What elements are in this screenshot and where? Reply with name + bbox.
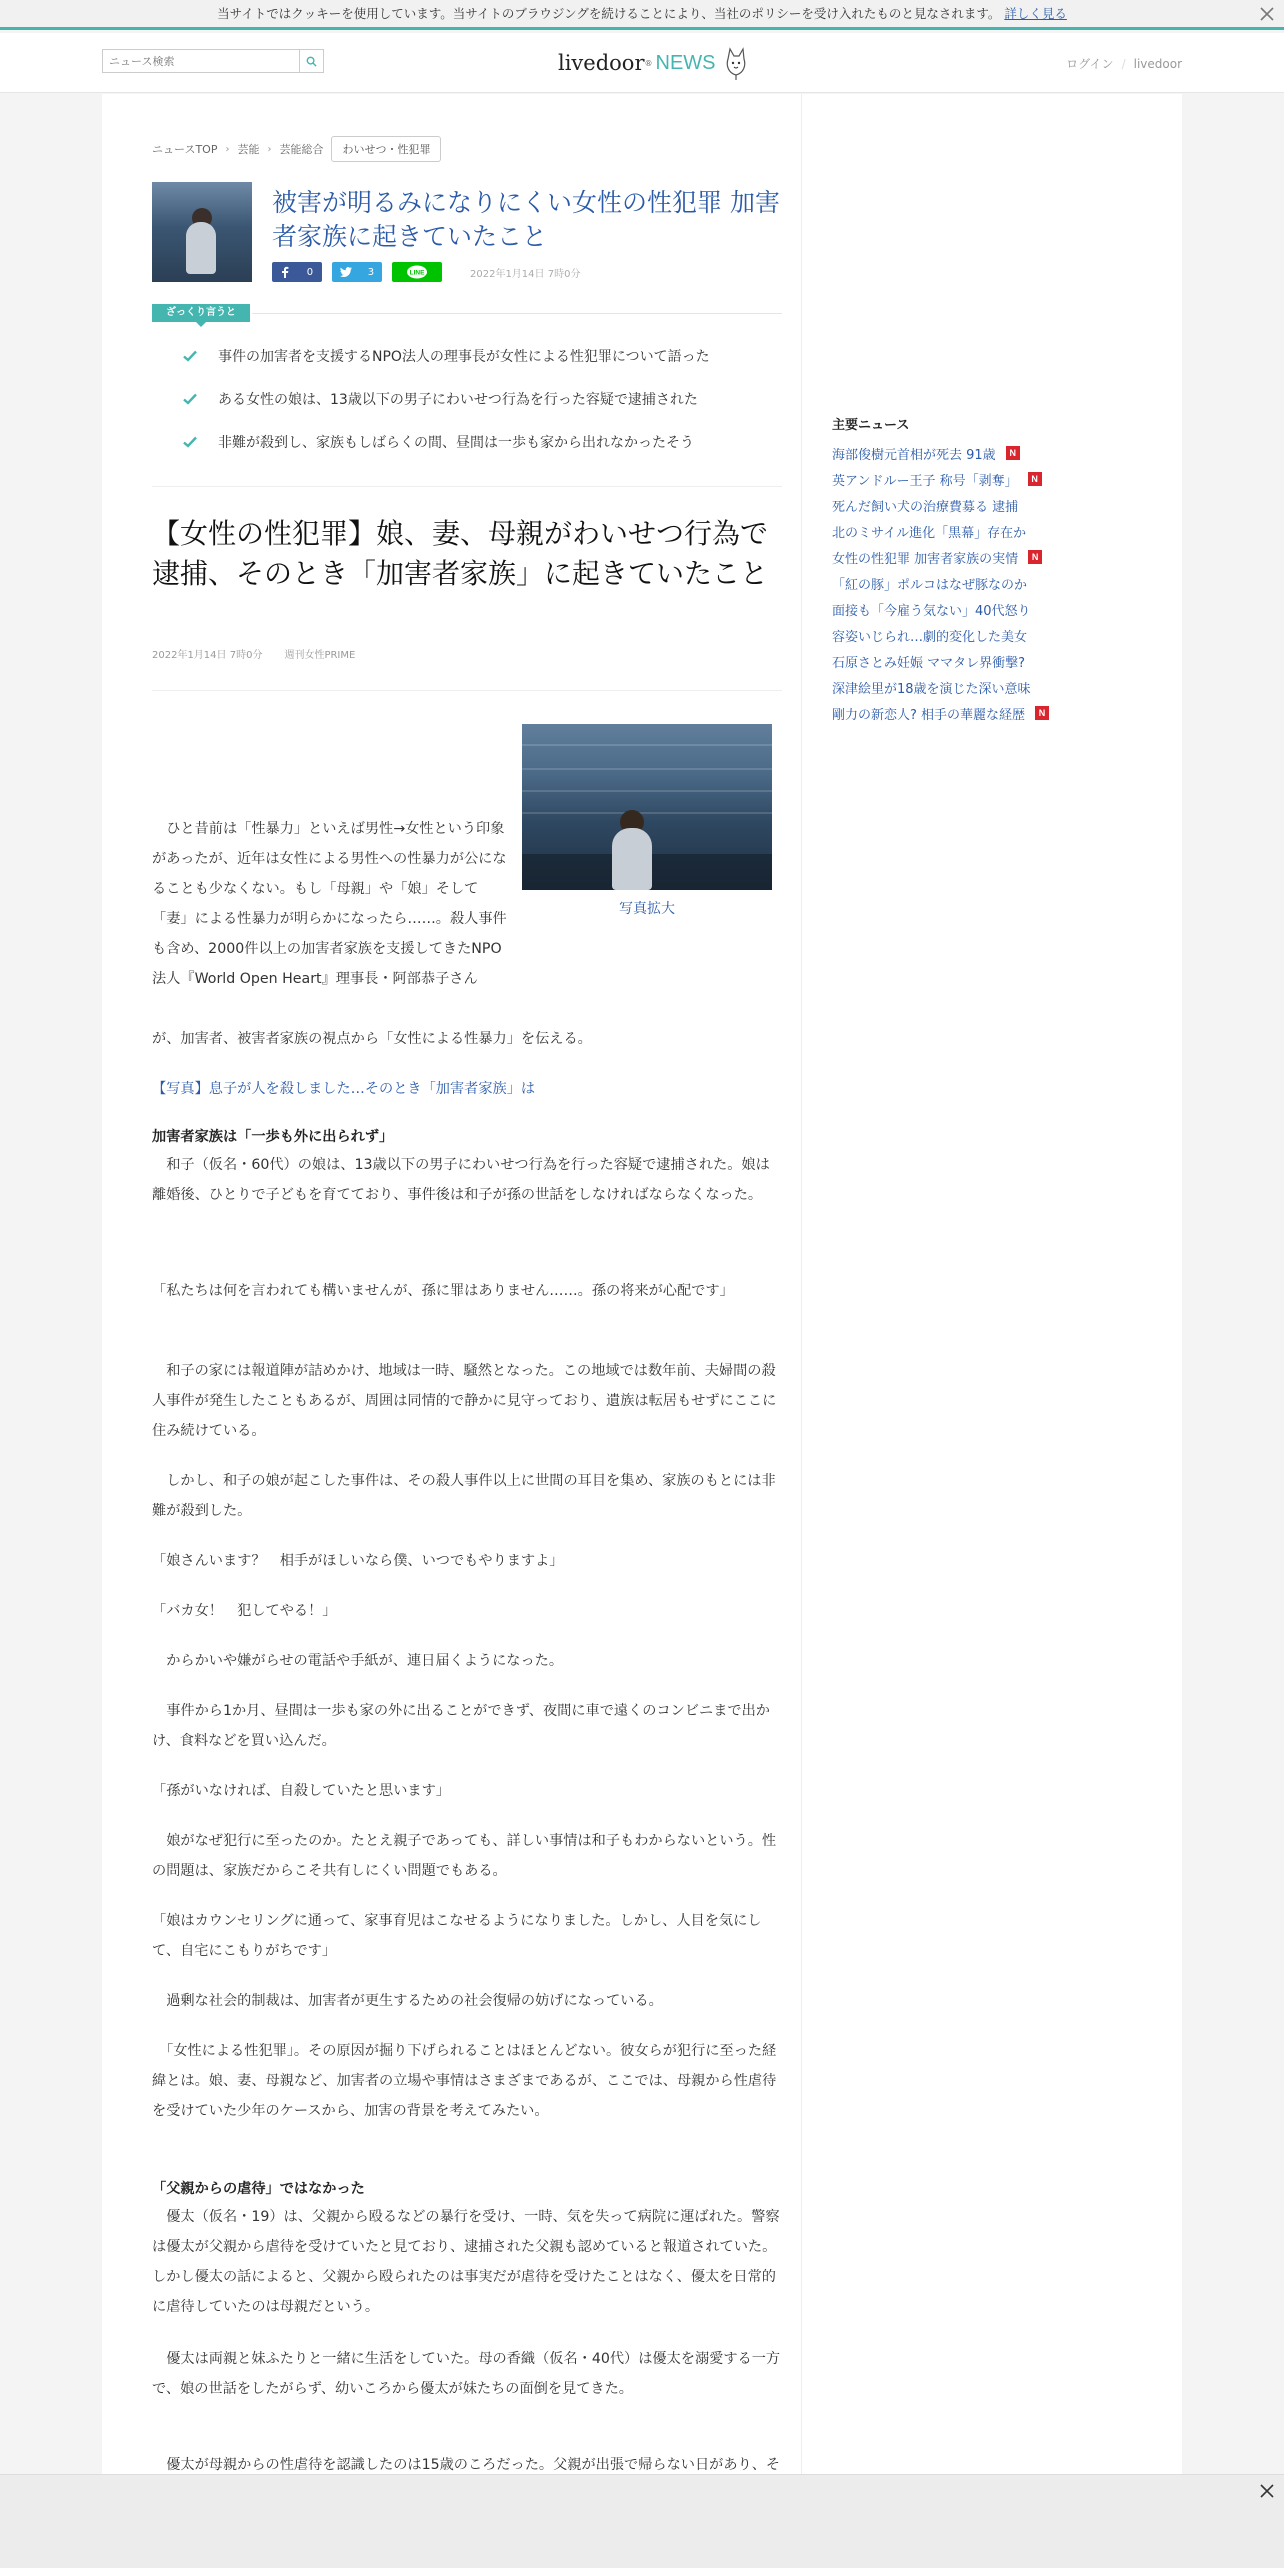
twitter-icon	[340, 267, 352, 277]
body-paragraph: 事件から1か月、昼間は一歩も家の外に出ることができず、夜間に車で遠くのコンビニまで出かけ、食料などを買い込んだ。	[152, 1703, 770, 1749]
line-label: LINE	[409, 269, 425, 277]
ad-space	[832, 94, 1162, 384]
article-meta	[152, 646, 355, 661]
top-news-list	[832, 440, 1049, 726]
news-link[interactable]: 英アンドルー王子 称号「剥奪」	[832, 473, 1018, 489]
news-item	[832, 622, 1049, 648]
chevron-right-icon: ›	[225, 143, 230, 155]
news-item	[832, 570, 1049, 596]
login-link[interactable]: ログイン	[1066, 57, 1114, 71]
sidebar	[802, 94, 1182, 2474]
lead-paragraph-cont: が、加害者、被害者家族の視点から「女性による性暴力」を伝える。	[152, 1031, 592, 1047]
page-container	[102, 94, 1182, 2474]
search-box	[102, 49, 324, 73]
news-link[interactable]: 北のミサイル進化「黒幕」存在か	[832, 525, 1027, 541]
twitter-count: 3	[367, 266, 375, 278]
photo-enlarge-link[interactable]: 写真拡大	[619, 901, 675, 917]
new-badge: N	[1006, 446, 1020, 460]
article-date: 2022年1月14日 7時0分	[152, 650, 263, 661]
logo-news: NEWS	[655, 51, 716, 74]
body-paragraph: からかいや嫌がらせの電話や手紙が、連日届くようになった。	[152, 1653, 564, 1669]
share-row	[272, 262, 580, 282]
body-paragraph: 和子（仮名・60代）の娘は、13歳以下の男子にわいせつ行為を行った容疑で逮捕された。娘は離婚後、ひとりで子どもを育てており、事件後は和子が孫の世話をしなければならなくなった。	[152, 1157, 770, 1203]
body-paragraph: 優太は両親と妹ふたりと一緒に生活をしていた。母の香織（仮名・40代）は優太を溺愛する一方で、娘の世話をしたがらず、幼いころから優太が妹たちの面倒を見てきた。	[152, 2351, 781, 2397]
news-item	[832, 492, 1049, 518]
article-source[interactable]: 週刊女性PRIME	[284, 650, 356, 661]
cat-mascot-icon	[722, 45, 750, 81]
news-item	[832, 466, 1049, 492]
news-item	[832, 544, 1049, 570]
news-item	[832, 648, 1049, 674]
news-link[interactable]: 深津絵里が18歳を演じた深い意味	[832, 681, 1031, 697]
cookie-details-link[interactable]: 詳しく見る	[1004, 6, 1067, 21]
search-input[interactable]	[103, 50, 299, 72]
news-link[interactable]: 石原さとみ妊娠 ママタレ界衝撃?	[832, 655, 1026, 671]
divider	[152, 486, 782, 487]
close-icon[interactable]	[1258, 2482, 1276, 2500]
bottom-ad-bar	[0, 2474, 1284, 2568]
section-heading: 「父親からの虐待」ではなかった	[152, 2181, 365, 2197]
body-paragraph: 「バカ女！ 犯してやる！」	[152, 1603, 337, 1619]
summary-point: 非難が殺到し、家族もしばらくの間、昼間は一歩も家から出れなかったそう	[182, 420, 782, 463]
body-paragraph: 「私たちは何を言われても構いませんが、孫に罪はありません……。孫の将来が心配です」	[152, 1283, 734, 1299]
summary-thumbnail[interactable]	[152, 182, 252, 282]
news-item	[832, 700, 1049, 726]
topic-tag[interactable]: わいせつ・性犯罪	[331, 136, 441, 162]
news-link[interactable]: 容姿いじられ…劇的変化した美女	[832, 629, 1028, 645]
livedoor-link[interactable]: livedoor	[1133, 57, 1182, 71]
summary-title[interactable]: 被害が明るみになりにくい女性の性犯罪 加害者家族に起きていたこと	[272, 188, 780, 251]
summary-point: ある女性の娘は、13歳以下の男子にわいせつ行為を行った容疑で逮捕された	[182, 377, 782, 420]
body-paragraph: 「孫がいなければ、自殺していたと思います」	[152, 1783, 450, 1799]
facebook-icon	[281, 266, 289, 278]
breadcrumb	[152, 136, 441, 162]
facebook-share-button[interactable]	[272, 262, 322, 282]
search-icon	[306, 56, 317, 67]
body-paragraph: 優太が母親からの性虐待を認識したのは15歳のころだった。父親が出張で帰らない日があり、そ	[166, 2457, 781, 2473]
news-link[interactable]: 「紅の豚」ポルコはなぜ豚なのか	[832, 577, 1028, 593]
body-paragraph: 和子の家には報道陣が詰めかけ、地域は一時、騒然となった。この地域では数年前、夫婦間の殺人事件が発生したこともあるが、周囲は同情的で静かに見守っており、遺族は転居もせずにここに住み続けている。	[152, 1363, 777, 1439]
breadcrumb-item[interactable]: 芸能総合	[279, 143, 324, 156]
news-link[interactable]: 剛力の新恋人? 相手の華麗な経歴	[832, 707, 1026, 723]
main-column	[102, 94, 802, 2474]
section-heading: 加害者家族は「一歩も外に出られず」	[152, 1129, 394, 1145]
header-links: ログイン / livedoor	[1066, 57, 1182, 71]
site-header	[0, 33, 1284, 93]
new-badge: N	[1035, 706, 1049, 720]
cookie-close-icon[interactable]	[1258, 5, 1276, 23]
article-title: 【女性の性犯罪】娘、妻、母親がわいせつ行為で逮捕、そのとき「加害者家族」に起きていたこと	[152, 517, 769, 590]
check-icon	[182, 393, 198, 405]
body-paragraph: 過剰な社会的制裁は、加害者が更生するための社会復帰の妨げになっている。	[152, 1993, 663, 2009]
body-paragraph: 「女性による性犯罪」。その原因が掘り下げられることはほとんどない。彼女らが犯行に至った経緯とは。娘、妻、母親など、加害者の立場や事情はさまざまであるが、ここでは、母親から性虐待を受けていた少年のケースから、加害の背景を考えてみたい。	[152, 2043, 777, 2119]
summary-point: 事件の加害者を支援するNPO法人の理事長が女性による性犯罪について語った	[182, 334, 782, 377]
facebook-count: 0	[306, 266, 314, 278]
site-logo[interactable]	[558, 45, 750, 81]
chevron-right-icon: ›	[267, 143, 272, 155]
news-link[interactable]: 面接も「今雇う気ない」40代怒り	[832, 603, 1031, 619]
related-photo-link[interactable]: 【写真】息子が人を殺しました…そのとき「加害者家族」は	[152, 1081, 536, 1097]
line-icon	[406, 265, 428, 279]
news-link[interactable]: 女性の性犯罪 加害者家族の実情	[832, 551, 1019, 567]
news-item	[832, 674, 1049, 700]
top-news-heading: 主要ニュース	[832, 418, 910, 433]
new-badge: N	[1028, 550, 1042, 564]
line-share-button[interactable]	[392, 262, 442, 282]
breadcrumb-item[interactable]: ニュースTOP	[152, 143, 218, 156]
lead-paragraph: ひと昔前は「性暴力」といえば男性→女性という印象があったが、近年は女性による男性への性暴力が公になることも少なくない。もし「母親」や「娘」そして「妻」による性暴力が明らかになったら……。殺人事件も含め、2000件以上の加害者家族を支援してきたNPO法人『World Open Heart』理事長・阿部恭子さん	[152, 821, 507, 987]
check-icon	[182, 436, 198, 448]
cookie-banner	[0, 0, 1284, 30]
summary-label: ざっくり言うと	[152, 304, 250, 322]
search-button[interactable]	[299, 50, 323, 72]
check-icon	[182, 350, 198, 362]
news-item	[832, 518, 1049, 544]
body-paragraph: しかし、和子の娘が起こした事件は、その殺人事件以上に世間の耳目を集め、家族のもとには非難が殺到した。	[152, 1473, 776, 1519]
news-item	[832, 596, 1049, 622]
breadcrumb-item[interactable]: 芸能	[237, 143, 260, 156]
body-paragraph: 娘がなぜ犯行に至ったのか。たとえ親子であっても、詳しい事情は和子もわからないという。性の問題は、家族だからこそ共有しにくい問題でもある。	[152, 1833, 777, 1879]
cookie-text: 当サイトではクッキーを使用しています。当サイトのブラウジングを続けることにより、当社のポリシーを受け入れたものと見なされます。	[217, 6, 1001, 21]
news-link[interactable]: 死んだ飼い犬の治療費募る 逮捕	[832, 499, 1019, 515]
body-paragraph: 「娘はカウンセリングに通って、家事育児はこなせるようになりました。しかし、人目を気にして、自宅にこもりがちです」	[152, 1913, 762, 1959]
body-paragraph: 優太（仮名・19）は、父親から殴るなどの暴行を受け、一時、気を失って病院に運ばれた。警察は優太が父親から虐待を受けていたと見ており、逮捕された父親も認めていると報道されていた。しかし優太の話によると、父親から殴られたのは事実だが虐待を受けたことはなく、優太を日常的に虐待していたのは母親だという。	[152, 2209, 780, 2315]
twitter-share-button[interactable]	[332, 262, 382, 282]
divider	[152, 690, 782, 691]
news-item	[832, 440, 1049, 466]
article-photo[interactable]	[522, 724, 772, 890]
body-paragraph: 「娘さんいます？ 相手がほしいなら僕、いつでもやりますよ」	[152, 1553, 564, 1569]
logo-livedoor: livedoor	[558, 51, 645, 75]
summary-list	[182, 334, 782, 463]
news-link[interactable]: 海部俊樹元首相が死去 91歳	[832, 447, 996, 463]
logo-registered-mark: ®	[644, 58, 653, 68]
summary-date: 2022年1月14日 7時0分	[470, 268, 581, 280]
new-badge: N	[1028, 472, 1042, 486]
